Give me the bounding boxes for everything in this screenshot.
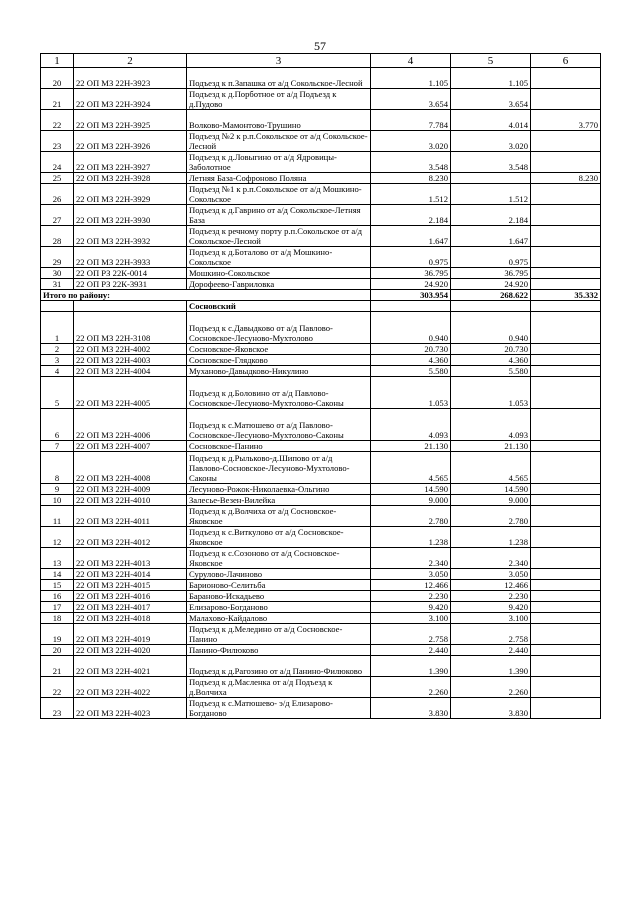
cell-empty bbox=[41, 301, 74, 312]
table-row bbox=[41, 247, 601, 268]
road-hard-surface: 9.000 bbox=[451, 495, 531, 506]
row-number: 23 bbox=[41, 131, 74, 152]
road-code: 22 ОП МЗ 22Н-4006 bbox=[74, 409, 187, 441]
table-row bbox=[41, 226, 601, 247]
road-hard-surface: 2.340 bbox=[451, 548, 531, 569]
road-other-surface bbox=[531, 548, 601, 569]
road-hard-surface: 4.360 bbox=[451, 355, 531, 366]
road-code: 22 ОП МЗ 22Н-4011 bbox=[74, 506, 187, 527]
table-row bbox=[41, 131, 601, 152]
table-row bbox=[41, 656, 601, 677]
road-length: 2.184 bbox=[371, 205, 451, 226]
road-name: Подъезд №1 к р.п.Сокольское от а/д Мошкино-Сокольское bbox=[187, 184, 371, 205]
road-length: 8.230 bbox=[371, 173, 451, 184]
road-code: 22 ОП МЗ 22Н-3927 bbox=[74, 152, 187, 173]
road-other-surface bbox=[531, 247, 601, 268]
road-hard-surface: 3.100 bbox=[451, 613, 531, 624]
road-name: Подъезд к с.Матюшево- э/д Елизарово-Богданово bbox=[187, 698, 371, 719]
road-length: 0.940 bbox=[371, 312, 451, 344]
road-other-surface bbox=[531, 366, 601, 377]
road-hard-surface: 14.590 bbox=[451, 484, 531, 495]
road-hard-surface: 2.758 bbox=[451, 624, 531, 645]
road-other-surface bbox=[531, 355, 601, 366]
total-hard-surface: 268.622 bbox=[451, 290, 531, 301]
road-other-surface bbox=[531, 602, 601, 613]
row-number: 19 bbox=[41, 624, 74, 645]
road-code: 22 ОП МЗ 22Н-4015 bbox=[74, 580, 187, 591]
road-other-surface bbox=[531, 613, 601, 624]
road-name: Подъезд к д.Рыльково-д.Шипово от а/д Павлово-Сосновское-Лесуново-Мухтолово-Саконы bbox=[187, 452, 371, 484]
road-length: 1.105 bbox=[371, 68, 451, 89]
total-label: Итого по району: bbox=[41, 290, 371, 301]
road-other-surface: 8.230 bbox=[531, 173, 601, 184]
row-number: 22 bbox=[41, 677, 74, 698]
road-name: Подъезд к д.Ловыгино от а/д Ядровицы-Заболотное bbox=[187, 152, 371, 173]
road-code: 22 ОП МЗ 22Н-3926 bbox=[74, 131, 187, 152]
road-other-surface bbox=[531, 268, 601, 279]
road-hard-surface: 1.390 bbox=[451, 656, 531, 677]
road-other-surface bbox=[531, 495, 601, 506]
table-row bbox=[41, 484, 601, 495]
road-code: 22 ОП МЗ 22Н-4014 bbox=[74, 569, 187, 580]
road-length: 1.053 bbox=[371, 377, 451, 409]
district-header-row bbox=[41, 301, 601, 312]
row-number: 27 bbox=[41, 205, 74, 226]
table-row bbox=[41, 110, 601, 131]
table-row bbox=[41, 279, 601, 290]
road-hard-surface: 1.238 bbox=[451, 527, 531, 548]
road-name: Малахово-Кайдалово bbox=[187, 613, 371, 624]
road-hard-surface: 4.014 bbox=[451, 110, 531, 131]
road-other-surface bbox=[531, 506, 601, 527]
road-other-surface bbox=[531, 68, 601, 89]
column-header: 2 bbox=[74, 54, 187, 68]
road-length: 21.130 bbox=[371, 441, 451, 452]
roads-table bbox=[40, 53, 601, 719]
table-row bbox=[41, 173, 601, 184]
road-other-surface bbox=[531, 205, 601, 226]
road-hard-surface: 1.105 bbox=[451, 68, 531, 89]
road-other-surface bbox=[531, 569, 601, 580]
road-hard-surface: 9.420 bbox=[451, 602, 531, 613]
table-row bbox=[41, 205, 601, 226]
road-hard-surface: 4.565 bbox=[451, 452, 531, 484]
road-name: Волково-Мамонтово-Трушино bbox=[187, 110, 371, 131]
table-row bbox=[41, 602, 601, 613]
table-row bbox=[41, 89, 601, 110]
road-name: Подъезд к д.Рагозино от а/д Панино-Филюково bbox=[187, 656, 371, 677]
road-code: 22 ОП МЗ 22Н-4003 bbox=[74, 355, 187, 366]
table-row bbox=[41, 624, 601, 645]
road-name: Панино-Филюково bbox=[187, 645, 371, 656]
road-name: Сосновское-Яковское bbox=[187, 344, 371, 355]
road-length: 2.230 bbox=[371, 591, 451, 602]
road-other-surface bbox=[531, 591, 601, 602]
road-length: 2.260 bbox=[371, 677, 451, 698]
road-length: 1.390 bbox=[371, 656, 451, 677]
row-number: 21 bbox=[41, 89, 74, 110]
row-number: 4 bbox=[41, 366, 74, 377]
row-number: 22 bbox=[41, 110, 74, 131]
table-row bbox=[41, 569, 601, 580]
road-length: 2.758 bbox=[371, 624, 451, 645]
road-length: 4.093 bbox=[371, 409, 451, 441]
road-other-surface bbox=[531, 226, 601, 247]
road-name: Подъезд к д.Боловино от а/д Павлово-Сосновское-Лесуново-Мухтолово-Саконы bbox=[187, 377, 371, 409]
row-number: 13 bbox=[41, 548, 74, 569]
road-code: 22 ОП МЗ 22Н-3925 bbox=[74, 110, 187, 131]
row-number: 21 bbox=[41, 656, 74, 677]
road-hard-surface: 21.130 bbox=[451, 441, 531, 452]
road-length: 3.100 bbox=[371, 613, 451, 624]
road-other-surface bbox=[531, 484, 601, 495]
road-length: 9.420 bbox=[371, 602, 451, 613]
row-number: 7 bbox=[41, 441, 74, 452]
road-other-surface bbox=[531, 312, 601, 344]
road-name: Подъезд №2 к р.п.Сокольское от а/д Сокольское-Лесной bbox=[187, 131, 371, 152]
road-other-surface bbox=[531, 677, 601, 698]
road-length: 3.050 bbox=[371, 569, 451, 580]
total-length: 303.954 bbox=[371, 290, 451, 301]
road-name: Подъезд к д.Масленка от а/д Подъезд к д.Волчиха bbox=[187, 677, 371, 698]
table-row bbox=[41, 548, 601, 569]
row-number: 24 bbox=[41, 152, 74, 173]
road-other-surface bbox=[531, 279, 601, 290]
road-other-surface bbox=[531, 344, 601, 355]
road-hard-surface: 2.260 bbox=[451, 677, 531, 698]
column-header: 3 bbox=[187, 54, 371, 68]
road-code: 22 ОП МЗ 22Н-4005 bbox=[74, 377, 187, 409]
road-name: Муханово-Давыдково-Никулино bbox=[187, 366, 371, 377]
road-code: 22 ОП МЗ 22Н-4022 bbox=[74, 677, 187, 698]
column-header: 5 bbox=[451, 54, 531, 68]
road-name: Подъезд к д.Гаврино от а/д Сокольское-Летняя База bbox=[187, 205, 371, 226]
road-hard-surface: 0.940 bbox=[451, 312, 531, 344]
road-hard-surface: 36.795 bbox=[451, 268, 531, 279]
road-other-surface bbox=[531, 441, 601, 452]
road-length: 9.000 bbox=[371, 495, 451, 506]
road-hard-surface: 4.093 bbox=[451, 409, 531, 441]
row-number: 12 bbox=[41, 527, 74, 548]
road-code: 22 ОП МЗ 22Н-3932 bbox=[74, 226, 187, 247]
road-other-surface bbox=[531, 152, 601, 173]
road-code: 22 ОП МЗ 22Н-4016 bbox=[74, 591, 187, 602]
road-hard-surface: 2.230 bbox=[451, 591, 531, 602]
road-code: 22 ОП МЗ 22Н-3923 bbox=[74, 68, 187, 89]
row-number: 3 bbox=[41, 355, 74, 366]
row-number: 30 bbox=[41, 268, 74, 279]
road-code: 22 ОП МЗ 22Н-3929 bbox=[74, 184, 187, 205]
cell-empty bbox=[531, 301, 601, 312]
road-length: 2.340 bbox=[371, 548, 451, 569]
road-other-surface bbox=[531, 409, 601, 441]
total-other-surface: 35.332 bbox=[531, 290, 601, 301]
road-code: 22 ОП МЗ 22Н-4021 bbox=[74, 656, 187, 677]
road-length: 1.512 bbox=[371, 184, 451, 205]
road-other-surface bbox=[531, 656, 601, 677]
road-name: Подъезд к с.Матюшево от а/д Павлово-Сосновское-Лесуново-Мухтолово-Саконы bbox=[187, 409, 371, 441]
row-number: 6 bbox=[41, 409, 74, 441]
road-code: 22 ОП МЗ 22Н-4018 bbox=[74, 613, 187, 624]
road-hard-surface: 2.780 bbox=[451, 506, 531, 527]
road-length: 2.440 bbox=[371, 645, 451, 656]
road-length: 20.730 bbox=[371, 344, 451, 355]
table-row bbox=[41, 366, 601, 377]
district-name: Сосновский bbox=[187, 301, 371, 312]
road-other-surface bbox=[531, 527, 601, 548]
road-other-surface bbox=[531, 89, 601, 110]
table-row bbox=[41, 698, 601, 719]
road-code: 22 ОП РЗ 22К-3931 bbox=[74, 279, 187, 290]
table-row bbox=[41, 152, 601, 173]
road-name: Сосновское-Панино bbox=[187, 441, 371, 452]
road-hard-surface bbox=[451, 173, 531, 184]
row-number: 2 bbox=[41, 344, 74, 355]
table-row bbox=[41, 613, 601, 624]
road-code: 22 ОП МЗ 22Н-4020 bbox=[74, 645, 187, 656]
table-row bbox=[41, 68, 601, 89]
road-name: Сосновское-Глядково bbox=[187, 355, 371, 366]
row-number: 31 bbox=[41, 279, 74, 290]
road-name: Подъезд к с.Виткулово от а/д Сосновское-Яковское bbox=[187, 527, 371, 548]
table-row bbox=[41, 452, 601, 484]
road-code: 22 ОП МЗ 22Н-3928 bbox=[74, 173, 187, 184]
road-hard-surface: 1.512 bbox=[451, 184, 531, 205]
road-other-surface bbox=[531, 645, 601, 656]
road-name: Дорофеево-Гавриловка bbox=[187, 279, 371, 290]
road-length: 3.654 bbox=[371, 89, 451, 110]
road-code: 22 ОП МЗ 22Н-3933 bbox=[74, 247, 187, 268]
table-row bbox=[41, 580, 601, 591]
row-number: 9 bbox=[41, 484, 74, 495]
row-number: 23 bbox=[41, 698, 74, 719]
road-other-surface bbox=[531, 184, 601, 205]
cell-empty bbox=[451, 301, 531, 312]
row-number: 14 bbox=[41, 569, 74, 580]
table-row bbox=[41, 506, 601, 527]
road-hard-surface: 12.466 bbox=[451, 580, 531, 591]
table-row bbox=[41, 591, 601, 602]
row-number: 10 bbox=[41, 495, 74, 506]
table-row bbox=[41, 184, 601, 205]
row-number: 1 bbox=[41, 312, 74, 344]
road-name: Подъезд к д.Порботное от а/д Подъезд к д.Пудово bbox=[187, 89, 371, 110]
road-length: 14.590 bbox=[371, 484, 451, 495]
row-number: 20 bbox=[41, 68, 74, 89]
road-hard-surface: 3.548 bbox=[451, 152, 531, 173]
road-name: Подъезд к речному порту р.п.Сокольское от а/д Сокольское-Лесной bbox=[187, 226, 371, 247]
road-hard-surface: 2.440 bbox=[451, 645, 531, 656]
row-number: 8 bbox=[41, 452, 74, 484]
table-row bbox=[41, 645, 601, 656]
district-total-row bbox=[41, 290, 601, 301]
road-name: Подъезд к с.Созоново от а/д Сосновское-Яковское bbox=[187, 548, 371, 569]
road-name: Сурулово-Лачиново bbox=[187, 569, 371, 580]
table-row bbox=[41, 527, 601, 548]
row-number: 11 bbox=[41, 506, 74, 527]
road-code: 22 ОП МЗ 22Н-3108 bbox=[74, 312, 187, 344]
road-name: Подъезд к п.Запашка от а/д Сокольское-Лесной bbox=[187, 68, 371, 89]
row-number: 26 bbox=[41, 184, 74, 205]
road-length: 5.580 bbox=[371, 366, 451, 377]
row-number: 20 bbox=[41, 645, 74, 656]
road-length: 4.360 bbox=[371, 355, 451, 366]
road-code: 22 ОП МЗ 22Н-4007 bbox=[74, 441, 187, 452]
road-code: 22 ОП МЗ 22Н-4002 bbox=[74, 344, 187, 355]
road-name: Залесье-Везен-Вилейка bbox=[187, 495, 371, 506]
road-length: 24.920 bbox=[371, 279, 451, 290]
road-length: 2.780 bbox=[371, 506, 451, 527]
table-row bbox=[41, 495, 601, 506]
road-hard-surface: 1.647 bbox=[451, 226, 531, 247]
table-row bbox=[41, 377, 601, 409]
road-name: Подъезд к с.Давыдково от а/д Павлово-Сосновское-Лесуново-Мухтолово bbox=[187, 312, 371, 344]
road-hard-surface: 3.830 bbox=[451, 698, 531, 719]
road-hard-surface: 1.053 bbox=[451, 377, 531, 409]
road-other-surface bbox=[531, 131, 601, 152]
column-header: 1 bbox=[41, 54, 74, 68]
road-name: Лесуново-Рожок-Николаевка-Ольгино bbox=[187, 484, 371, 495]
table-row bbox=[41, 409, 601, 441]
row-number: 29 bbox=[41, 247, 74, 268]
table-header-row bbox=[41, 54, 601, 68]
road-hard-surface: 24.920 bbox=[451, 279, 531, 290]
row-number: 28 bbox=[41, 226, 74, 247]
road-length: 1.238 bbox=[371, 527, 451, 548]
table-row bbox=[41, 677, 601, 698]
row-number: 25 bbox=[41, 173, 74, 184]
road-hard-surface: 0.975 bbox=[451, 247, 531, 268]
road-hard-surface: 3.050 bbox=[451, 569, 531, 580]
road-code: 22 ОП МЗ 22Н-4012 bbox=[74, 527, 187, 548]
road-name: Летняя База-Софроново Поляна bbox=[187, 173, 371, 184]
road-hard-surface: 2.184 bbox=[451, 205, 531, 226]
road-length: 3.020 bbox=[371, 131, 451, 152]
road-name: Подъезд к д.Боталово от а/д Мошкино-Сокольское bbox=[187, 247, 371, 268]
cell-empty bbox=[371, 301, 451, 312]
table-row bbox=[41, 344, 601, 355]
road-name: Бараново-Искадьево bbox=[187, 591, 371, 602]
road-code: 22 ОП МЗ 22Н-4009 bbox=[74, 484, 187, 495]
table-row bbox=[41, 312, 601, 344]
road-code: 22 ОП МЗ 22Н-4019 bbox=[74, 624, 187, 645]
road-length: 12.466 bbox=[371, 580, 451, 591]
road-code: 22 ОП МЗ 22Н-3924 bbox=[74, 89, 187, 110]
road-other-surface bbox=[531, 624, 601, 645]
road-code: 22 ОП МЗ 22Н-4004 bbox=[74, 366, 187, 377]
road-other-surface bbox=[531, 377, 601, 409]
table-row bbox=[41, 355, 601, 366]
road-hard-surface: 3.654 bbox=[451, 89, 531, 110]
road-length: 4.565 bbox=[371, 452, 451, 484]
road-hard-surface: 20.730 bbox=[451, 344, 531, 355]
road-hard-surface: 5.580 bbox=[451, 366, 531, 377]
row-number: 18 bbox=[41, 613, 74, 624]
road-code: 22 ОП МЗ 22Н-4013 bbox=[74, 548, 187, 569]
table-row bbox=[41, 268, 601, 279]
road-code: 22 ОП МЗ 22Н-4010 bbox=[74, 495, 187, 506]
road-name: Подъезд к д.Меледино от а/д Сосновское-Панино bbox=[187, 624, 371, 645]
road-code: 22 ОП РЗ 22К-0014 bbox=[74, 268, 187, 279]
road-hard-surface: 3.020 bbox=[451, 131, 531, 152]
road-length: 1.647 bbox=[371, 226, 451, 247]
cell-empty bbox=[74, 301, 187, 312]
road-other-surface bbox=[531, 698, 601, 719]
road-code: 22 ОП МЗ 22Н-4023 bbox=[74, 698, 187, 719]
road-length: 3.548 bbox=[371, 152, 451, 173]
road-other-surface bbox=[531, 580, 601, 591]
table-row bbox=[41, 441, 601, 452]
road-length: 3.830 bbox=[371, 698, 451, 719]
road-code: 22 ОП МЗ 22Н-3930 bbox=[74, 205, 187, 226]
road-name: Барионово-Селитьба bbox=[187, 580, 371, 591]
road-other-surface: 3.770 bbox=[531, 110, 601, 131]
road-length: 0.975 bbox=[371, 247, 451, 268]
row-number: 16 bbox=[41, 591, 74, 602]
road-code: 22 ОП МЗ 22Н-4008 bbox=[74, 452, 187, 484]
road-length: 7.784 bbox=[371, 110, 451, 131]
row-number: 17 bbox=[41, 602, 74, 613]
road-name: Мошкино-Сокольское bbox=[187, 268, 371, 279]
road-code: 22 ОП МЗ 22Н-4017 bbox=[74, 602, 187, 613]
row-number: 5 bbox=[41, 377, 74, 409]
column-header: 4 bbox=[371, 54, 451, 68]
road-name: Елизарово-Богданово bbox=[187, 602, 371, 613]
road-other-surface bbox=[531, 452, 601, 484]
column-header: 6 bbox=[531, 54, 601, 68]
roads-table-body bbox=[41, 54, 601, 719]
page-number: 57 bbox=[314, 39, 326, 53]
road-name: Подъезд к д.Волчиха от а/д Сосновское-Яковское bbox=[187, 506, 371, 527]
row-number: 15 bbox=[41, 580, 74, 591]
road-length: 36.795 bbox=[371, 268, 451, 279]
